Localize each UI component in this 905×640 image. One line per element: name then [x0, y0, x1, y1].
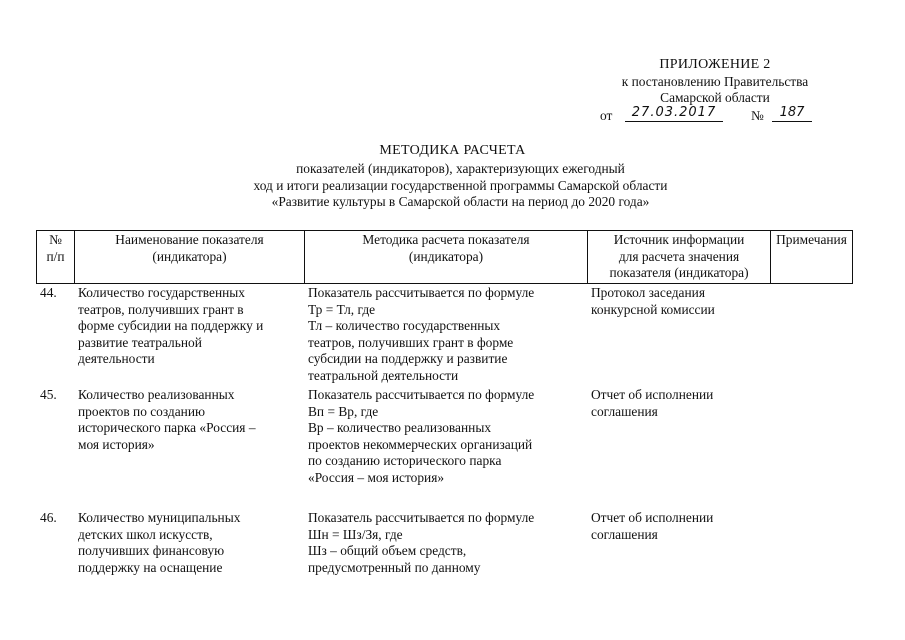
header-line: Примечания: [776, 232, 847, 247]
text-line: форме субсидии на поддержку и: [78, 318, 264, 334]
subtitle-line: ход и итоги реализации государственной программы Самарской области: [253, 177, 668, 193]
text-line: Количество муниципальных: [78, 510, 241, 525]
text-line: театров, получивших грант в форме: [308, 334, 514, 350]
header-line: (индикатора): [152, 248, 227, 264]
indicator-name: [78, 510, 296, 576]
text-line: Вр – количество реализованных: [308, 420, 492, 436]
text-line: развитие театральной: [78, 334, 202, 350]
text-line: Показатель рассчитывается по формуле: [308, 387, 535, 402]
handwritten-date: 27.03.2017: [625, 105, 723, 123]
text-line: соглашения: [591, 526, 658, 542]
header-line: (индикатора): [408, 248, 484, 264]
appendix-title: ПРИЛОЖЕНИЕ 2: [659, 57, 771, 72]
subtitle-line: показателей (индикаторов), характеризующих ежегодный: [296, 161, 625, 176]
header-line: п/п: [46, 248, 65, 264]
text-line: исторического парка «Россия –: [78, 420, 256, 436]
text-line: Шз – общий объем средств,: [308, 543, 467, 559]
indicator-table-header: [36, 230, 853, 284]
text-line: Тл – количество государственных: [308, 318, 501, 334]
text-line: поддержку на оснащение: [78, 559, 223, 575]
text-line: Отчет об исполнении: [591, 387, 714, 402]
text-line: предусмотренный по данному: [308, 559, 481, 575]
header-line: для расчета значения: [618, 248, 740, 264]
header-line: Наименование показателя: [115, 232, 264, 247]
subtitle-line: «Развитие культуры в Самарской области на период до 2020 года»: [271, 194, 650, 210]
date-prefix: от: [600, 107, 613, 123]
indicator-name: [78, 285, 296, 368]
text-line: проектов некоммерческих организаций: [308, 436, 533, 452]
row-number: 45.: [40, 387, 57, 402]
indicator-name: [78, 387, 296, 453]
text-line: Показатель рассчитывается по формуле: [308, 285, 535, 300]
document-title: МЕТОДИКА РАСЧЕТА: [379, 143, 526, 158]
text-line: Протокол заседания: [591, 285, 705, 300]
appendix-signature-line: [600, 104, 830, 125]
handwritten-number: 187: [772, 105, 812, 123]
information-source: [591, 285, 771, 318]
text-line: Шн = Шз/Зя, где: [308, 526, 403, 542]
text-line: детских школ искусств,: [78, 526, 213, 542]
text-line: Количество государственных: [78, 285, 245, 300]
text-line: Показатель рассчитывается по формуле: [308, 510, 535, 525]
row-number: 44.: [40, 285, 57, 300]
text-line: моя история»: [78, 436, 155, 452]
header-line: показателя (индикатора): [609, 265, 749, 281]
header-indicator-name: [75, 231, 305, 284]
text-line: получивших финансовую: [78, 543, 225, 559]
text-line: соглашения: [591, 403, 658, 419]
text-line: субсидии на поддержку и развитие: [308, 351, 508, 367]
header-line: Методика расчета показателя: [362, 232, 530, 247]
number-label: №: [751, 107, 764, 123]
text-line: Количество реализованных: [78, 387, 235, 402]
text-line: проектов по созданию: [78, 403, 206, 419]
header-calculation-method: [305, 231, 588, 284]
text-line: Вп = Вр, где: [308, 403, 379, 419]
information-source: [591, 387, 771, 420]
calculation-method: [308, 285, 583, 385]
header-notes: [771, 231, 853, 284]
text-line: «Россия – моя история»: [308, 469, 445, 485]
row-number: 46.: [40, 510, 57, 525]
information-source: [591, 510, 771, 543]
header-number: [37, 231, 75, 284]
header-line: Источник информации: [613, 232, 745, 247]
text-line: театральной деятельности: [308, 367, 459, 383]
calculation-method: [308, 387, 583, 487]
text-line: конкурсной комиссии: [591, 301, 715, 317]
header-information-source: [588, 231, 771, 284]
appendix-block: [600, 57, 830, 125]
text-line: Отчет об исполнении: [591, 510, 714, 525]
appendix-line-region: Самарской области: [660, 90, 770, 106]
text-line: деятельности: [78, 351, 155, 367]
document-subtitle: [8, 161, 905, 211]
header-line: №: [49, 232, 62, 247]
text-line: Тр = Тл, где: [308, 301, 376, 317]
appendix-line-resolution: к постановлению Правительства: [621, 73, 809, 89]
calculation-method: [308, 510, 583, 576]
text-line: по созданию исторического парка: [308, 453, 502, 469]
text-line: театров, получивших грант в: [78, 301, 244, 317]
